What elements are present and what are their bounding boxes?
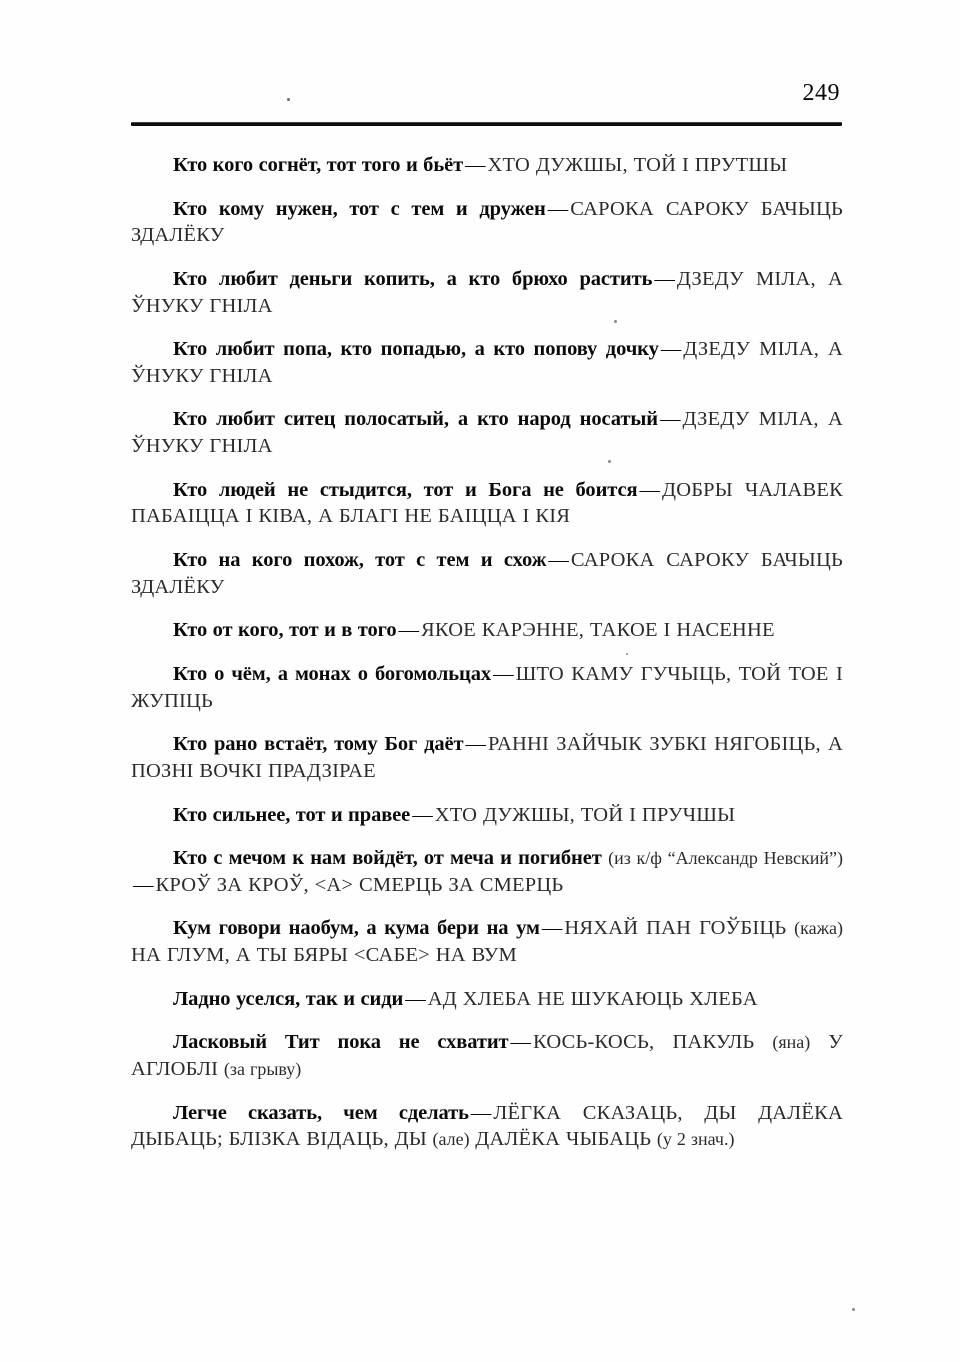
page-header [0,80,960,130]
entry-belarusian-note-2: (за грыву) [223,1059,302,1080]
dictionary-entry [131,731,843,784]
entry-belarusian: ДОБРЫ ЧАЛАВЕК ПАБАІЦЦА І КІВА, А БЛАГІ НЕ БАІЦЦА І КІЯ [131,478,844,528]
entry-belarusian-note: (кажа) [794,918,843,939]
scan-speck [287,98,290,101]
dictionary-entry [131,477,843,530]
entry-belarusian-note: (яна) [772,1032,811,1053]
dictionary-entry [131,915,843,968]
entry-belarusian: ХТО ДУЖШЫ, ТОЙ І ПРУТШЫ [487,154,788,176]
entry-russian: Кто любит ситец полосатый, а кто народ носатый [173,408,658,431]
entry-belarusian-part2: У АГЛОБЛІ [131,1031,843,1081]
entry-belarusian-note: (але) [432,1129,470,1150]
dictionary-entry [131,617,843,644]
entry-belarusian: РАННІ ЗАЙЧЫК ЗУБКІ НЯГОБІЦЬ, А ПОЗНІ ВОЧКІ ПРАДЗІРАЕ [131,733,843,782]
entry-belarusian-part1: ЛЁГКА СКАЗАЦЬ, ДЫ ДАЛЁКА ДЫБАЦЬ; БЛІЗКА ВІДАЦЬ, ДЫ [131,1101,843,1151]
entry-dash: — [660,338,682,361]
entry-russian: Кто кому нужен, тот с тем и дружен [173,197,546,220]
dictionary-entry [131,196,843,249]
entry-belarusian: САРОКА САРОКУ БАЧЫЦЬ ЗДАЛЁКУ [131,549,843,598]
entry-dash: — [133,873,154,896]
header-rule [131,122,842,126]
entry-dash: — [412,803,433,826]
entry-belarusian: ДЗЕДУ МІЛА, А ЎНУКУ ГНІЛА [131,267,843,317]
entry-dash: — [493,662,514,685]
scan-speck [852,1308,855,1311]
entry-dash: — [541,917,563,940]
entry-russian: Кто о чём, а монах о богомольцах [173,662,492,685]
entry-dash: — [639,478,661,501]
entry-russian: Кто людей не стыдится, тот и Бога не боится [173,478,638,501]
dictionary-entry [131,266,843,319]
entry-russian: Кто от кого, тот и в того [173,619,397,642]
entry-belarusian: ДЗЕДУ МІЛА, А ЎНУКУ ГНІЛА [131,338,843,387]
entry-russian: Легче сказать, чем сделать [173,1101,469,1124]
entry-russian: Ладно уселся, так и сиди [173,987,404,1010]
entry-russian: Кто с мечом к нам войдёт, от меча и погибнет [173,847,602,870]
entry-russian: Кто сильнее, тот и правее [173,803,411,826]
entry-belarusian: ДЗЕДУ МІЛА, А ЎНУКУ ГНІЛА [131,408,843,458]
entry-dash: — [470,1101,492,1124]
entry-belarusian: АД ХЛЕБА НЕ ШУКАЮЦЬ ХЛЕБА [427,987,758,1010]
entry-russian: Кум говори наобум, а кума бери на ум [173,917,540,940]
page-number: 249 [802,80,840,106]
dictionary-entry [131,406,843,459]
entry-belarusian: КРОЎ ЗА КРОЎ, <А> СМЕРЦЬ ЗА СМЕРЦЬ [155,873,564,896]
entry-dash: — [548,549,569,572]
dictionary-entry [131,661,843,714]
entry-dash: — [465,733,487,756]
dictionary-entry [131,986,843,1013]
entry-russian: Кто любит попа, кто попадью, а кто попову дочку [173,338,659,361]
entry-source-note: (из к/ф “Александр Невский”) [608,848,843,869]
entry-russian: Ласковый Тит пока не схватит [173,1031,509,1054]
entry-belarusian-note-2: (у 2 знач.) [656,1129,735,1150]
dictionary-entry [131,336,843,389]
entry-dash: — [659,408,681,431]
entry-russian: Кто на кого похож, тот с тем и схож [173,549,547,572]
entry-russian: Кто рано встаёт, тому Бог даёт [173,733,464,756]
entry-belarusian-part2: ДАЛЁКА ЧЫБАЦЬ [475,1128,652,1151]
entry-belarusian: ЯКОЕ КАРЭННЕ, ТАКОЕ І НАСЕННЕ [421,619,775,642]
entry-dash: — [547,197,569,220]
entry-list [131,152,843,1153]
entry-dash: — [405,987,426,1010]
entry-belarusian: САРОКА САРОКУ БАЧЫЦЬ ЗДАЛЁКУ [131,197,843,247]
entry-belarusian: ХТО ДУЖШЫ, ТОЙ І ПРУЧШЫ [434,803,736,826]
entry-dash: — [654,267,675,290]
entry-belarusian-part2: НА ГЛУМ, А ТЫ БЯРЫ <САБЕ> НА ВУМ [131,944,517,967]
dictionary-entry [131,152,843,179]
dictionary-entry [131,845,843,898]
dictionary-entry [131,547,843,600]
entry-belarusian: ШТО КАМУ ГУЧЫЦЬ, ТОЙ ТОЕ І ЖУПІЦЬ [131,662,843,712]
entry-russian: Кто любит деньги копить, а кто брюхо растить [173,267,653,290]
dictionary-entry [131,802,843,829]
entry-dash: — [398,619,419,642]
dictionary-entry [131,1029,843,1082]
entry-belarusian-part1: КОСЬ-КОСЬ, ПАКУЛЬ [533,1031,755,1054]
entry-dash: — [465,154,486,176]
entry-belarusian-part1: НЯХАЙ ПАН ГОЎБІЦЬ [564,917,787,940]
entry-dash: — [510,1031,531,1054]
dictionary-entry [131,1100,843,1153]
entry-russian: Кто кого согнёт, тот того и бьёт [173,154,464,176]
